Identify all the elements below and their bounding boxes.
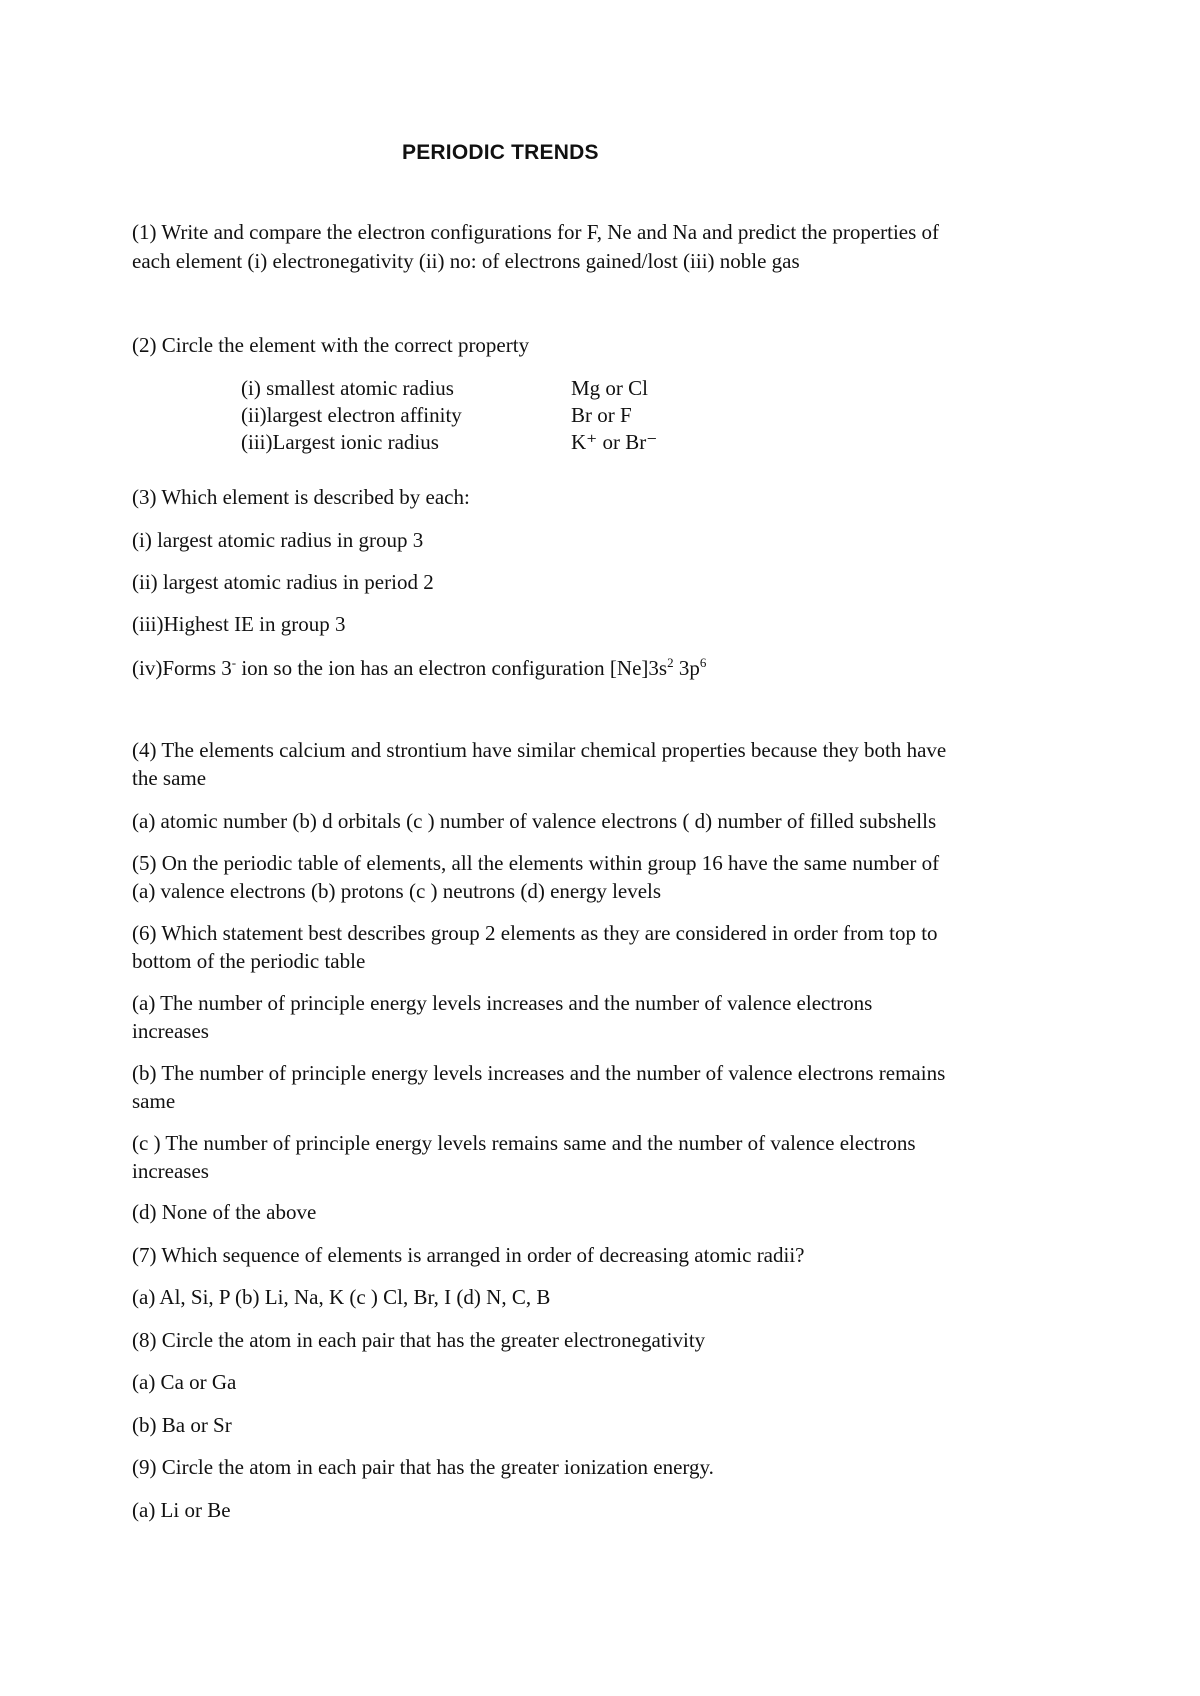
- q2-heading: (2) Circle the element with the correct property: [132, 333, 530, 357]
- q2-prop-2: (ii)largest electron affinity: [241, 403, 462, 427]
- q4-options: (a) atomic number (b) d orbitals (c ) number of valence electrons ( d) number of filled subshells: [132, 809, 937, 833]
- q6-line-1: (6) Which statement best describes group 2 elements as they are considered in order from top to: [132, 921, 938, 945]
- q3-iv-sup-s: 2: [667, 655, 674, 670]
- q3-iv-sup-charge: -: [231, 655, 237, 670]
- q6-option-a-2: increases: [132, 1019, 209, 1043]
- q1-line-1: (1) Write and compare the electron configurations for F, Ne and Na and predict the properties of: [132, 220, 940, 244]
- q6-option-d: (d) None of the above: [132, 1200, 317, 1224]
- q2-prop-3: (iii)Largest ionic radius: [241, 430, 439, 454]
- q8-option-a: (a) Ca or Ga: [132, 1370, 237, 1394]
- q9-line-1: (9) Circle the atom in each pair that has the greater ionization energy.: [132, 1455, 714, 1479]
- q3-heading: (3) Which element is described by each:: [132, 485, 470, 509]
- q5-line-2: (a) valence electrons (b) protons (c ) neutrons (d) energy levels: [132, 879, 662, 903]
- q8-option-b: (b) Ba or Sr: [132, 1413, 232, 1437]
- q6-option-a-1: (a) The number of principle energy levels increases and the number of valence electrons: [132, 991, 873, 1015]
- q7-line-1: (7) Which sequence of elements is arranged in order of decreasing atomic radii?: [132, 1243, 805, 1267]
- q6-option-b-2: same: [132, 1089, 176, 1113]
- q2-choice-1: Mg or Cl: [571, 376, 649, 400]
- q1-line-2: each element (i) electronegativity (ii) no: of electrons gained/lost (iii) noble gas: [132, 249, 800, 273]
- q3-iv-text-a: (iv)Forms 3: [132, 656, 232, 680]
- q6-line-2: bottom of the periodic table: [132, 949, 366, 973]
- q4-line-1: (4) The elements calcium and strontium have similar chemical properties because they both have: [132, 738, 947, 762]
- q8-line-1: (8) Circle the atom in each pair that has the greater electronegativity: [132, 1328, 706, 1352]
- q7-options: (a) Al, Si, P (b) Li, Na, K (c ) Cl, Br, I (d) N, C, B: [132, 1285, 551, 1309]
- q2-prop-1: (i) smallest atomic radius: [241, 376, 454, 400]
- q6-option-c-1: (c ) The number of principle energy levels remains same and the number of valence electrons: [132, 1131, 916, 1155]
- q4-line-2: the same: [132, 766, 207, 790]
- q3-item-ii: (ii) largest atomic radius in period 2: [132, 570, 434, 594]
- q3-iv-text-b: ion so the ion has an electron configuration [Ne]3s: [236, 656, 668, 680]
- q9-option-a: (a) Li or Be: [132, 1498, 231, 1522]
- q6-option-b-1: (b) The number of principle energy levels increases and the number of valence electrons remains: [132, 1061, 946, 1085]
- q3-item-iv: [132, 656, 706, 680]
- q3-iv-text-c: 3p: [673, 656, 700, 680]
- q2-choice-2: Br or F: [571, 403, 632, 427]
- q3-item-i: (i) largest atomic radius in group 3: [132, 528, 424, 552]
- q3-iv-sup-p: 6: [699, 655, 707, 670]
- q5-line-1: (5) On the periodic table of elements, all the elements within group 16 have the same number of: [132, 851, 940, 875]
- page-title: PERIODIC TRENDS: [402, 141, 599, 164]
- q6-option-c-2: increases: [132, 1159, 209, 1183]
- q3-item-iii: (iii)Highest IE in group 3: [132, 612, 346, 636]
- q2-choice-3: K⁺ or Br⁻: [571, 430, 658, 454]
